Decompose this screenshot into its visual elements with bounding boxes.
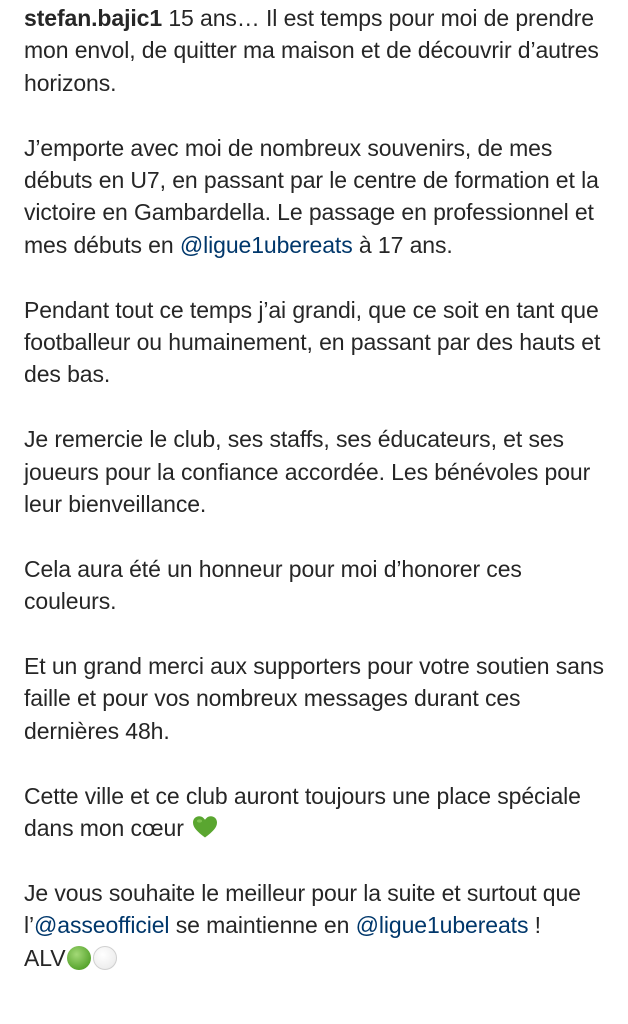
caption-paragraph-1 — [24, 2, 614, 99]
mention-ligue1ubereats[interactable]: @ligue1ubereats — [179, 231, 353, 258]
mention-ligue1ubereats[interactable]: @ligue1ubereats — [355, 912, 529, 939]
caption-text: Cette ville et ce club auront toujours une place spéciale dans mon cœur — [24, 782, 581, 842]
caption-text: à 17 ans. — [352, 231, 453, 258]
white-circle-icon — [93, 946, 117, 970]
caption-paragraph-5: Cela aura été un honneur pour moi d’honorer ces couleurs. — [24, 555, 522, 615]
signoff-text: ALV — [24, 944, 66, 971]
caption-paragraph-8 — [24, 877, 614, 974]
caption-text: Je vous souhaite le meilleur pour la suite et surtout que l’ — [24, 879, 581, 939]
caption-text: 15 ans… Il est temps pour moi de prendre mon envol, de quitter ma maison et de découvrir d’autres horizons. — [24, 5, 599, 96]
caption-text: J’emporte avec moi de nombreux souvenirs, de mes débuts en U7, en passant par le centre de formation et la victoire en Gambardella. Le passage en professionnel et mes débuts en — [24, 134, 599, 258]
green-heart-icon — [192, 815, 218, 839]
caption-paragraph-4: Je remercie le club, ses staffs, ses éducateurs, et ses joueurs pour la confiance accordée. Les bénévoles pour leur bienveillance. — [24, 426, 591, 518]
caption-text: ! — [528, 912, 541, 939]
mention-asseofficiel[interactable]: @asseofficiel — [34, 912, 170, 939]
caption-text: se maintienne en — [169, 912, 356, 939]
caption-paragraph-3: Pendant tout ce temps j’ai grandi, que ce soit en tant que footballeur ou humainement, en passant par des hauts et des bas. — [24, 296, 601, 388]
caption-paragraph-2 — [24, 132, 614, 262]
caption-paragraph-7 — [24, 780, 614, 845]
username-link[interactable]: stefan.bajic1 — [24, 5, 163, 31]
green-circle-icon — [67, 946, 91, 970]
caption-paragraph-6: Et un grand merci aux supporters pour votre soutien sans faille et pour vos nombreux messages durant ces dernières 48h. — [24, 653, 604, 744]
